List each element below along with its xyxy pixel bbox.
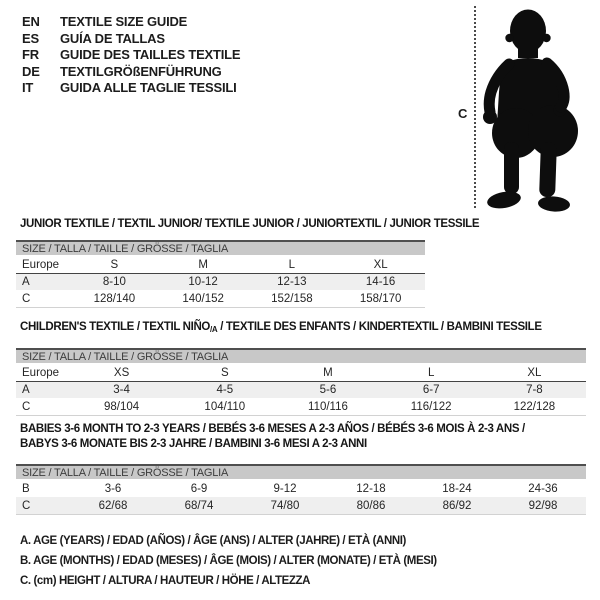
babies-section-title bbox=[20, 422, 525, 452]
table-cell: 116/122 bbox=[380, 398, 483, 416]
table-cell: A bbox=[16, 382, 70, 399]
legend-line-a: A. AGE (YEARS) / EDAD (AÑOS) / ÂGE (ANS) / ALTER (JAHRE) / ETÀ (ANNI) bbox=[20, 535, 406, 547]
children-size-header-bar: SIZE / TALLA / TAILLE / GRÖSSE / TAGLIA bbox=[16, 348, 586, 363]
title-text: CHILDREN'S TEXTILE / TEXTIL NIÑO bbox=[20, 321, 211, 333]
table-cell: Europe bbox=[16, 257, 70, 274]
table-cell: C bbox=[16, 497, 70, 515]
table-cell: 140/152 bbox=[159, 290, 248, 308]
table-cell: 14-16 bbox=[336, 274, 425, 291]
table-cell: 80/86 bbox=[328, 497, 414, 515]
language-name: TEXTILGRÖßENFÜHRUNG bbox=[60, 63, 222, 79]
table-cell: 62/68 bbox=[70, 497, 156, 515]
baby-silhouette-icon bbox=[480, 0, 600, 212]
language-row bbox=[22, 14, 240, 31]
table-row-height bbox=[16, 398, 586, 416]
children-size-table bbox=[16, 365, 586, 416]
table-cell: S bbox=[173, 365, 276, 382]
table-cell: 68/74 bbox=[156, 497, 242, 515]
table-cell: 3-4 bbox=[70, 382, 173, 399]
table-cell: L bbox=[248, 257, 337, 274]
language-row bbox=[22, 31, 240, 48]
table-cell: 152/158 bbox=[248, 290, 337, 308]
language-row bbox=[22, 47, 240, 64]
table-row-age bbox=[16, 274, 425, 291]
table-cell: M bbox=[159, 257, 248, 274]
language-code: ES bbox=[22, 30, 39, 46]
table-cell: 104/110 bbox=[173, 398, 276, 416]
table-cell: 24-36 bbox=[528, 483, 558, 495]
babies-size-header-bar: SIZE / TALLA / TAILLE / GRÖSSE / TAGLIA bbox=[16, 464, 586, 479]
table-cell: A bbox=[16, 274, 70, 291]
table-cell: 3-6 bbox=[104, 483, 122, 495]
title-line: BABYS 3-6 MONATE BIS 2-3 JAHRE / BAMBINI 3-6 MESI A 2-3 ANNI bbox=[20, 438, 367, 450]
table-header-row bbox=[16, 365, 586, 382]
table-cell: 6-9 bbox=[190, 483, 208, 495]
table-cell: C bbox=[16, 398, 70, 416]
table-cell: 12-18 bbox=[356, 483, 386, 495]
table-cell: 5-6 bbox=[276, 382, 379, 399]
legend-block bbox=[20, 531, 437, 591]
legend-line-b: B. AGE (MONTHS) / EDAD (MESES) / ÂGE (MOIS) / ALTER (MONATE) / ETÀ (MESI) bbox=[20, 555, 437, 567]
table-cell: M bbox=[276, 365, 379, 382]
table-cell: 12-13 bbox=[248, 274, 337, 291]
table-cell: 6-7 bbox=[380, 382, 483, 399]
table-cell: 158/170 bbox=[336, 290, 425, 308]
table-cell: 8-10 bbox=[70, 274, 159, 291]
table-row-height bbox=[16, 497, 586, 515]
table-cell: B bbox=[22, 483, 30, 495]
language-name: GUIDE DES TAILLES TEXTILE bbox=[60, 47, 241, 62]
table-cell: 9-12 bbox=[273, 483, 297, 495]
table-cell: Europe bbox=[16, 365, 70, 382]
table-row-months bbox=[16, 481, 586, 497]
table-cell: 110/116 bbox=[276, 398, 379, 416]
language-name: TEXTILE SIZE GUIDE bbox=[60, 14, 188, 29]
table-cell: 86/92 bbox=[414, 497, 500, 515]
junior-size-table bbox=[16, 257, 425, 308]
language-code: DE bbox=[22, 63, 40, 79]
table-cell: 92/98 bbox=[500, 497, 586, 515]
language-row bbox=[22, 80, 240, 97]
language-row bbox=[22, 64, 240, 81]
legend-line-c: C. (cm) HEIGHT / ALTURA / HAUTEUR / HÖHE / ALTEZZA bbox=[20, 575, 311, 587]
table-cell: C bbox=[16, 290, 70, 308]
table-row-height bbox=[16, 290, 425, 308]
table-cell: 4-5 bbox=[173, 382, 276, 399]
table-header-row bbox=[16, 257, 425, 274]
height-label: C bbox=[458, 106, 468, 121]
table-cell: S bbox=[70, 257, 159, 274]
table-cell: L bbox=[380, 365, 483, 382]
table-cell: 98/104 bbox=[70, 398, 173, 416]
language-name: GUIDA ALLE TAGLIE TESSILI bbox=[60, 80, 237, 95]
table-cell: 122/128 bbox=[483, 398, 586, 416]
table-cell: XS bbox=[70, 365, 173, 382]
title-line: BABIES 3-6 MONTH TO 2-3 YEARS / BEBÉS 3-6 MESES A 2-3 AÑOS / BÉBÉS 3-6 MOIS À 2-3 ANS / bbox=[20, 423, 525, 435]
table-cell: 74/80 bbox=[242, 497, 328, 515]
title-subscript: /A bbox=[210, 325, 218, 334]
language-list bbox=[22, 14, 240, 97]
title-text: / TEXTILE DES ENFANTS / KINDERTEXTIL / BAMBINI TESSILE bbox=[217, 321, 542, 333]
table-cell: XL bbox=[483, 365, 586, 382]
junior-size-header-bar: SIZE / TALLA / TAILLE / GRÖSSE / TAGLIA bbox=[16, 240, 425, 255]
table-cell: 128/140 bbox=[70, 290, 159, 308]
height-dotted-line bbox=[474, 6, 476, 208]
language-name: GUÍA DE TALLAS bbox=[60, 30, 165, 46]
table-cell: 7-8 bbox=[483, 382, 586, 399]
table-cell: XL bbox=[336, 257, 425, 274]
babies-size-table bbox=[16, 481, 586, 515]
junior-section-title: JUNIOR TEXTILE / TEXTIL JUNIOR/ TEXTILE JUNIOR / JUNIORTEXTIL / JUNIOR TESSILE bbox=[20, 218, 480, 230]
language-code: EN bbox=[22, 14, 40, 29]
language-code: IT bbox=[22, 80, 34, 95]
children-section-title bbox=[20, 321, 542, 334]
table-cell: 10-12 bbox=[159, 274, 248, 291]
table-cell: 18-24 bbox=[442, 483, 472, 495]
table-row-age bbox=[16, 382, 586, 399]
language-code: FR bbox=[22, 47, 39, 62]
